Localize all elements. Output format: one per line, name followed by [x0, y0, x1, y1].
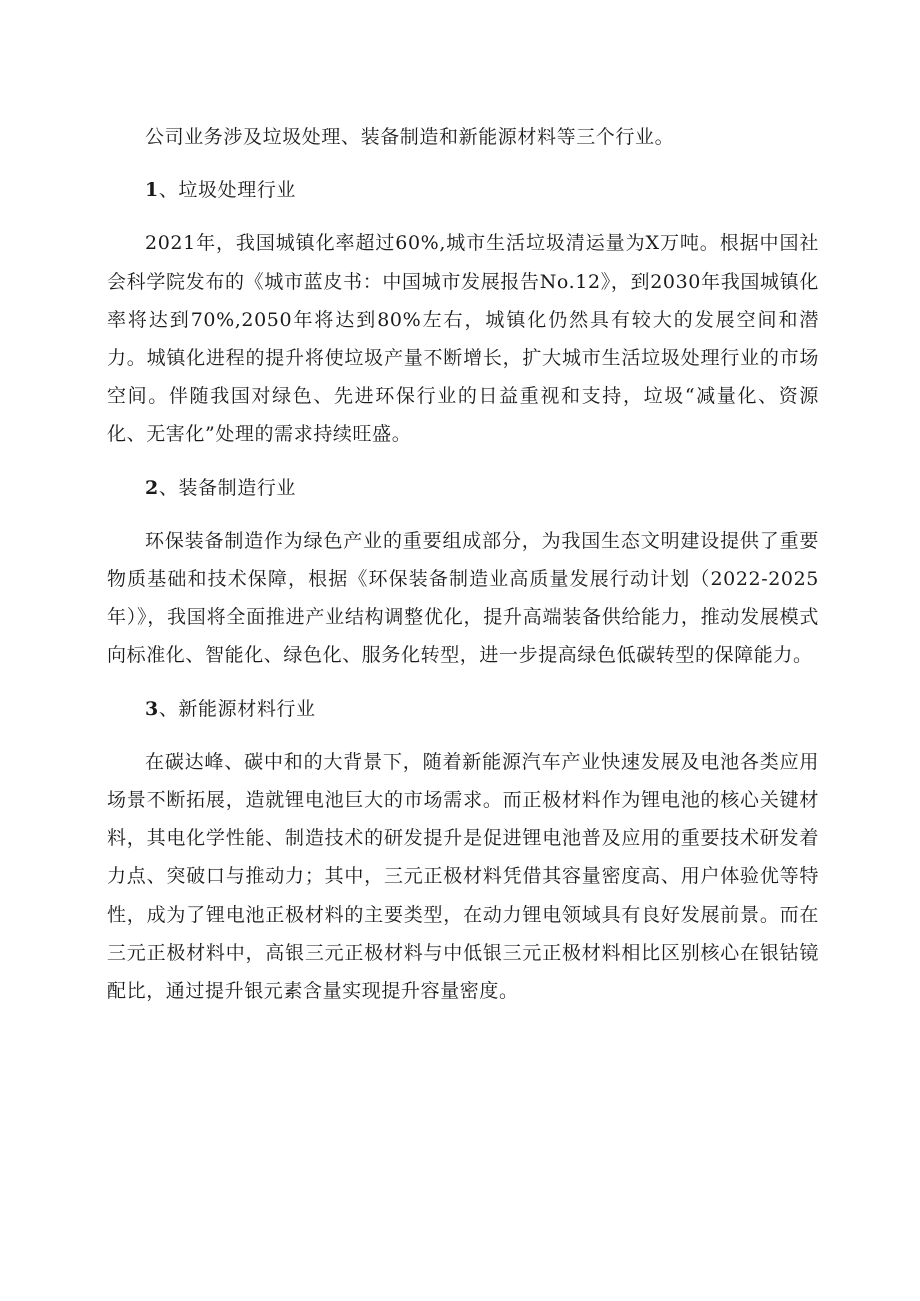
section-body-1: 2021年，我国城镇化率超过60%,城市生活垃圾清运量为X万吨。根据中国社会科学院发布的《城市蓝皮书：中国城市发展报告No.12》，到2030年我国城镇化率将达到70%,2050年将达到80%左右，城镇化仍然具有较大的发展空间和潜力。城镇化进程的提升将使垃圾产量不断增长，扩大城市生活垃圾处理行业的市场空间。伴随我国对绿色、先进环保行业的日益重视和支持，垃圾“减量化、资源化、无害化”处理的需求持续旺盛。	[107, 232, 819, 446]
section-heading-1	[107, 171, 819, 209]
section-body-2: 环保装备制造作为绿色产业的重要组成部分，为我国生态文明建设提供了重要物质基础和技术保障，根据《环保装备制造业高质量发展行动计划（2022-2025年）》，我国将全面推进产业结构调整优化，提升高端装备供给能力，推动发展模式向标准化、智能化、绿色化、服务化转型，进一步提高绿色低碳转型的保障能力。	[107, 529, 819, 667]
intro-paragraph: 公司业务涉及垃圾处理、装备制造和新能源材料等三个行业。	[145, 126, 675, 148]
section-title-2: 、装备制造行业	[158, 476, 297, 499]
section-title-1: 、垃圾处理行业	[158, 179, 297, 202]
section-heading-3	[107, 690, 819, 728]
section-number-3: 3	[145, 697, 159, 720]
document-body	[107, 118, 819, 1010]
section-number-2: 2	[145, 476, 159, 499]
section-number-1: 1	[145, 179, 159, 202]
section-title-3: 、新能源材料行业	[158, 697, 316, 720]
section-heading-2	[107, 469, 819, 507]
section-body-3: 在碳达峰、碳中和的大背景下，随着新能源汽车产业快速发展及电池各类应用场景不断拓展，造就锂电池巨大的市场需求。而正极材料作为锂电池的核心关键材料，其电化学性能、制造技术的研发提升是促进锂电池普及应用的重要技术研发着力点、突破口与推动力；其中，三元正极材料凭借其容量密度高、用户体验优等特性，成为了锂电池正极材料的主要类型，在动力锂电领域具有良好发展前景。而在三元正极材料中，高银三元正极材料与中低银三元正极材料相比区别核心在银钴镜配比，通过提升银元素含量实现提升容量密度。	[107, 750, 819, 1003]
